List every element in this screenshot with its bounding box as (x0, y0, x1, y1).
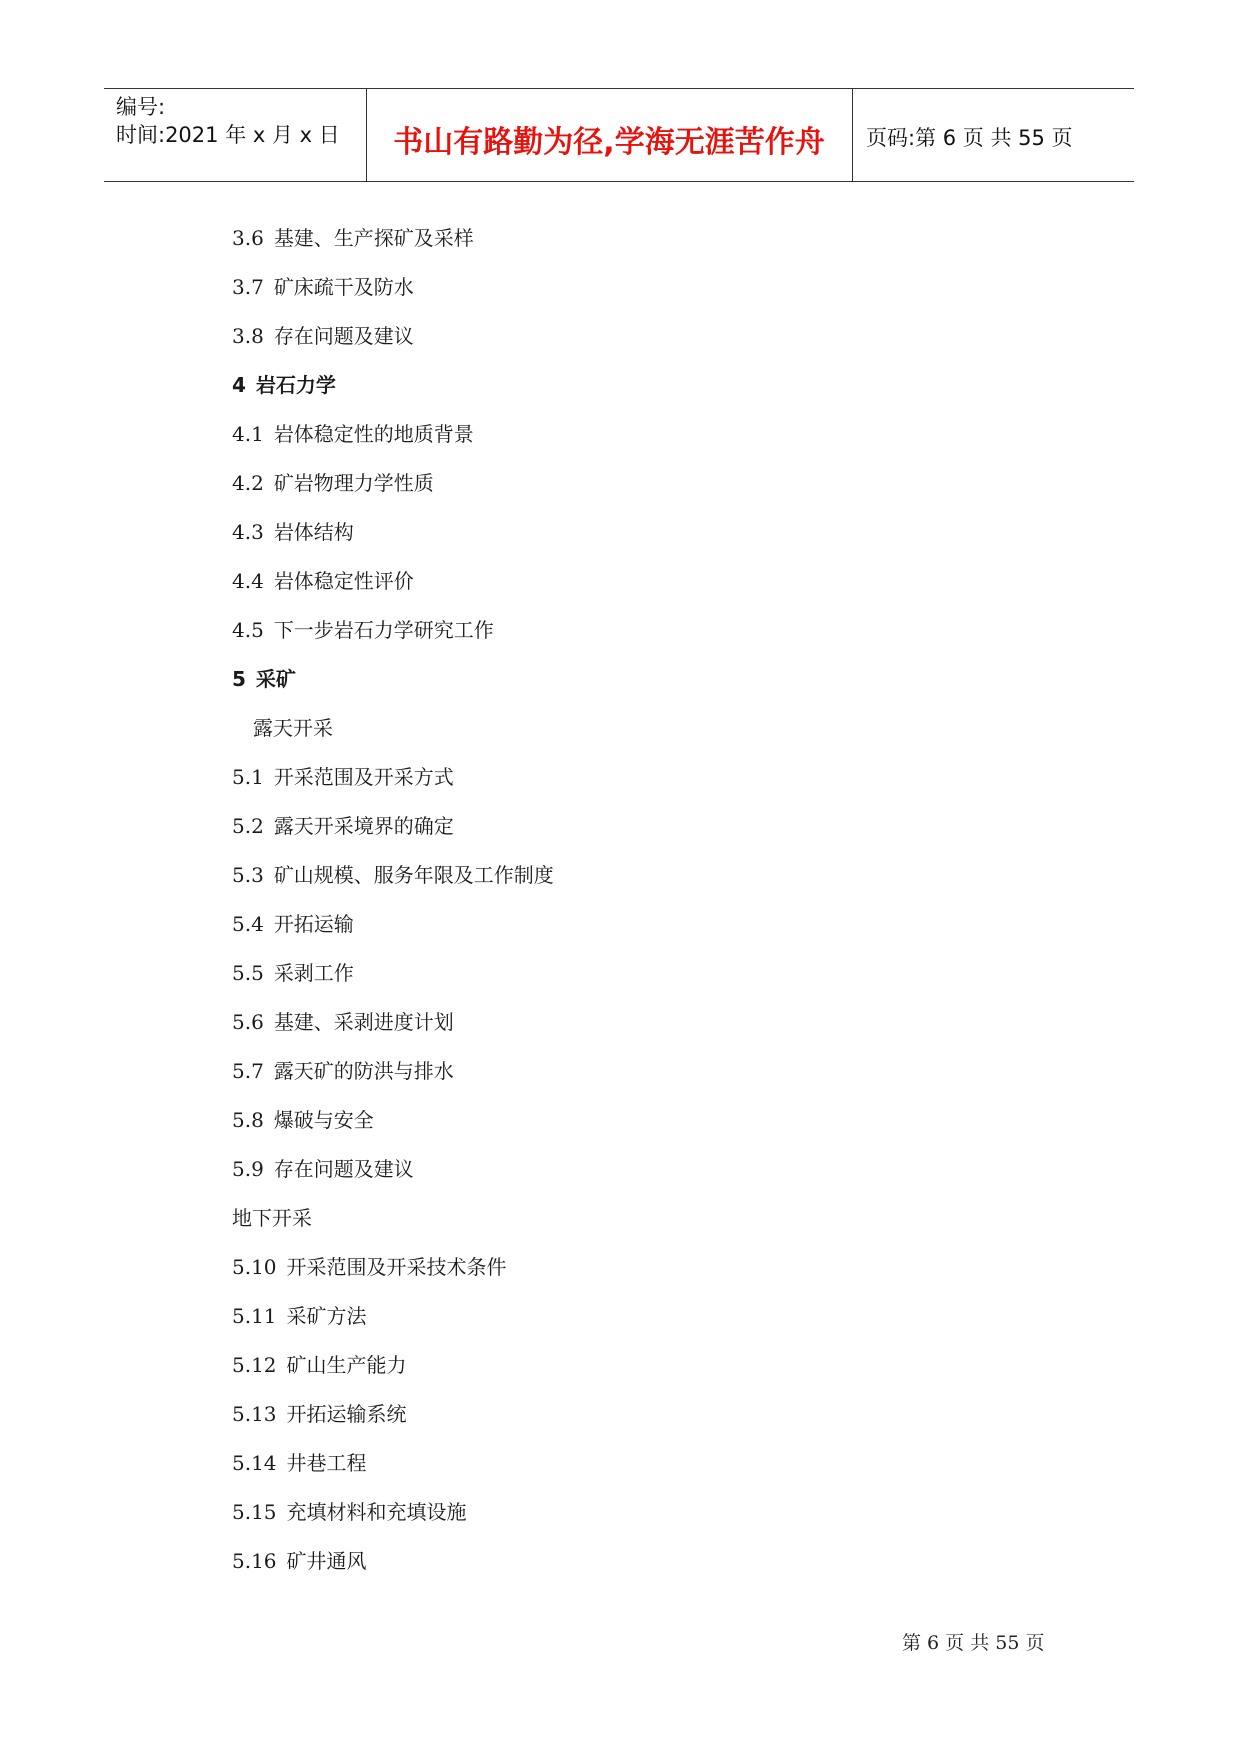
toc-item (232, 416, 554, 465)
toc-item (232, 1445, 554, 1494)
toc-item (232, 1396, 554, 1445)
toc-item-title: 露天开采 (253, 716, 333, 740)
toc-item-number: 5.4 (232, 912, 264, 936)
toc-item-title: 开采范围及开采方式 (273, 765, 454, 789)
toc-item (232, 1102, 554, 1151)
toc-item-number: 5.16 (232, 1549, 277, 1573)
toc-item-title: 开拓运输 (273, 912, 354, 936)
toc-item (232, 612, 554, 661)
toc-item-title: 充填材料和充填设施 (286, 1500, 467, 1524)
toc-item-number: 5.1 (232, 765, 264, 789)
toc-item (232, 367, 554, 416)
toc-item-title: 爆破与安全 (273, 1108, 374, 1132)
header-page-code: 页码:第 6 页 共 55 页 (866, 126, 1073, 150)
toc-item-title: 露天矿的防洪与排水 (273, 1059, 454, 1083)
document-time-label: 时间:2021 年 x 月 x 日 (116, 123, 340, 147)
toc-item (232, 759, 554, 808)
toc-item-title: 开拓运输系统 (286, 1402, 407, 1426)
toc-item (232, 1200, 554, 1249)
toc-item (232, 1543, 554, 1592)
toc-item-number: 5.13 (232, 1402, 277, 1426)
toc-item-title: 存在问题及建议 (273, 324, 414, 348)
toc-item-number: 5 (232, 667, 246, 691)
toc-item (232, 661, 554, 710)
toc-item-number: 5.3 (232, 863, 264, 887)
toc-item-title: 矿山规模、服务年限及工作制度 (273, 863, 554, 887)
toc-item-title: 采矿 (255, 667, 296, 691)
toc-item-number: 4.5 (232, 618, 264, 642)
toc-item-title: 矿岩物理力学性质 (273, 471, 434, 495)
toc-item-title: 岩体结构 (273, 520, 354, 544)
toc-item-number: 5.10 (232, 1255, 277, 1279)
toc-item-title: 存在问题及建议 (273, 1157, 414, 1181)
toc-item-number: 4.1 (232, 422, 264, 446)
toc-item-title: 开采范围及开采技术条件 (286, 1255, 507, 1279)
toc-item (232, 857, 554, 906)
toc-item-number: 5.12 (232, 1353, 277, 1377)
toc-item-number: 4.2 (232, 471, 264, 495)
toc-item-number: 3.8 (232, 324, 264, 348)
toc-item-title: 基建、生产探矿及采样 (273, 226, 474, 250)
toc-item (232, 955, 554, 1004)
toc-item-title: 井巷工程 (286, 1451, 367, 1475)
toc-item-number: 5.9 (232, 1157, 264, 1181)
toc-item-number: 5.6 (232, 1010, 264, 1034)
toc-item (232, 220, 554, 269)
toc-item-title: 采剥工作 (273, 961, 354, 985)
toc-item-title: 岩石力学 (255, 373, 336, 397)
toc-item-number: 4.4 (232, 569, 264, 593)
toc-item-number: 5.7 (232, 1059, 264, 1083)
toc-item (232, 1053, 554, 1102)
table-of-contents (232, 220, 554, 1592)
toc-item-title: 矿床疏干及防水 (273, 275, 414, 299)
toc-item (232, 269, 554, 318)
toc-item (232, 1347, 554, 1396)
toc-item-number: 3.6 (232, 226, 264, 250)
toc-item-number: 5.14 (232, 1451, 277, 1475)
page-footer: 第 6 页 共 55 页 (902, 1632, 1045, 1654)
toc-item (232, 1151, 554, 1200)
header-motto: 书山有路勤为径,学海无涯苦作舟 (393, 125, 825, 160)
toc-item-title: 岩体稳定性评价 (273, 569, 414, 593)
toc-item-number: 4 (232, 373, 246, 397)
toc-item-number: 3.7 (232, 275, 264, 299)
toc-item-number: 5.8 (232, 1108, 264, 1132)
header-meta (116, 93, 340, 149)
toc-item-title: 地下开采 (232, 1206, 312, 1230)
toc-item (232, 563, 554, 612)
toc-item-number: 5.15 (232, 1500, 277, 1524)
document-number-label: 编号: (116, 95, 166, 119)
toc-item-title: 露天开采境界的确定 (273, 814, 454, 838)
toc-item-title: 基建、采剥进度计划 (273, 1010, 454, 1034)
toc-item (232, 514, 554, 563)
toc-item-title: 下一步岩石力学研究工作 (273, 618, 494, 642)
toc-item (232, 710, 554, 759)
toc-item (232, 808, 554, 857)
toc-item-number: 5.5 (232, 961, 264, 985)
toc-item (232, 318, 554, 367)
toc-item-title: 岩体稳定性的地质背景 (273, 422, 474, 446)
toc-item-title: 矿山生产能力 (286, 1353, 407, 1377)
toc-item-number: 5.2 (232, 814, 264, 838)
page-header (104, 88, 1134, 182)
toc-item-number: 5.11 (232, 1304, 277, 1328)
toc-item-title: 采矿方法 (286, 1304, 367, 1328)
toc-item (232, 465, 554, 514)
toc-item (232, 906, 554, 955)
toc-item (232, 1494, 554, 1543)
toc-item-title: 矿井通风 (286, 1549, 367, 1573)
toc-item (232, 1249, 554, 1298)
toc-item (232, 1004, 554, 1053)
header-divider-right (852, 89, 853, 181)
toc-item-number: 4.3 (232, 520, 264, 544)
toc-item (232, 1298, 554, 1347)
